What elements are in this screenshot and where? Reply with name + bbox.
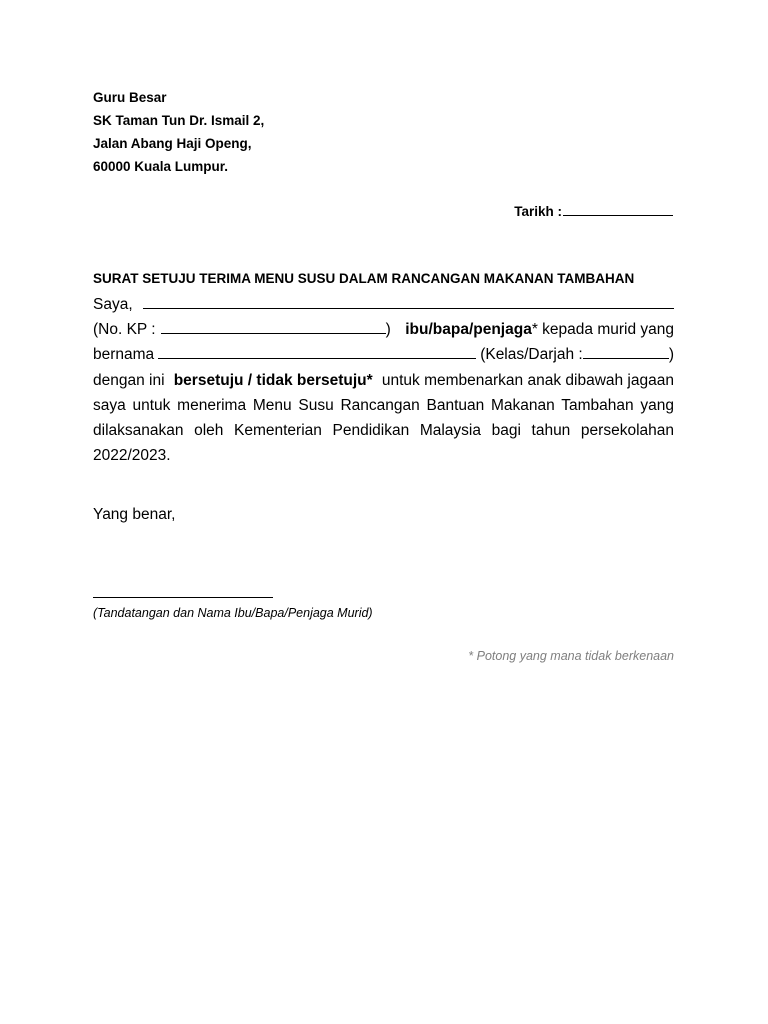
role-after-text: * kepada murid yang [531, 321, 674, 339]
footnote: * Potong yang mana tidak berkenaan [468, 649, 674, 663]
date-blank [563, 202, 673, 216]
body-line-7 [93, 418, 674, 443]
body-line-8 [93, 443, 674, 468]
body-text-line-8: 2022/2023. [93, 447, 171, 465]
parent-name-blank [143, 294, 674, 309]
no-kp-close: ) [385, 321, 391, 339]
saya-label: Saya, [93, 296, 133, 313]
closing-text: Yang benar, [93, 506, 176, 523]
date-label: Tarikh : [514, 204, 562, 219]
body-text-line-7: dilaksanakan oleh Kementerian Pendidikan Malaysia bagi tahun persekolahan [93, 421, 674, 439]
body-line-name [93, 292, 674, 317]
student-name-blank [158, 344, 476, 359]
kelas-label: (Kelas/Darjah : [480, 346, 583, 364]
bernama-label: bernama [93, 346, 155, 364]
no-kp-label: (No. KP : [93, 321, 156, 339]
body-line-student [93, 342, 674, 367]
recipient-title: Guru Besar [93, 90, 167, 105]
signature-line [93, 597, 273, 598]
role-text: ibu/bapa/penjaga [405, 321, 532, 339]
consent-choice: bersetuju / tidak bersetuju* [173, 371, 373, 389]
consent-after-text: untuk membenarkan anak dibawah jagaan [381, 371, 674, 389]
body-line-6 [93, 393, 674, 418]
recipient-school: SK Taman Tun Dr. Ismail 2, [93, 113, 265, 128]
body-line-consent [93, 368, 674, 393]
body-line-ic [93, 317, 674, 342]
recipient-address [93, 86, 264, 178]
recipient-city: 60000 Kuala Lumpur. [93, 159, 229, 174]
letter-title: SURAT SETUJU TERIMA MENU SUSU DALAM RANCANGAN MAKANAN TAMBAHAN [93, 271, 635, 286]
letter-body [93, 292, 674, 468]
dengan-ini-text: dengan ini [93, 371, 165, 389]
signature-caption: (Tandatangan dan Nama Ibu/Bapa/Penjaga Murid) [93, 606, 373, 620]
kelas-close: ) [668, 346, 674, 364]
date-field [514, 202, 673, 219]
ic-number-blank [161, 319, 386, 334]
body-text-line-6: saya untuk menerima Menu Susu Rancangan Bantuan Makanan Tambahan yang [93, 396, 674, 414]
class-blank [583, 344, 669, 359]
recipient-street: Jalan Abang Haji Openg, [93, 136, 252, 151]
